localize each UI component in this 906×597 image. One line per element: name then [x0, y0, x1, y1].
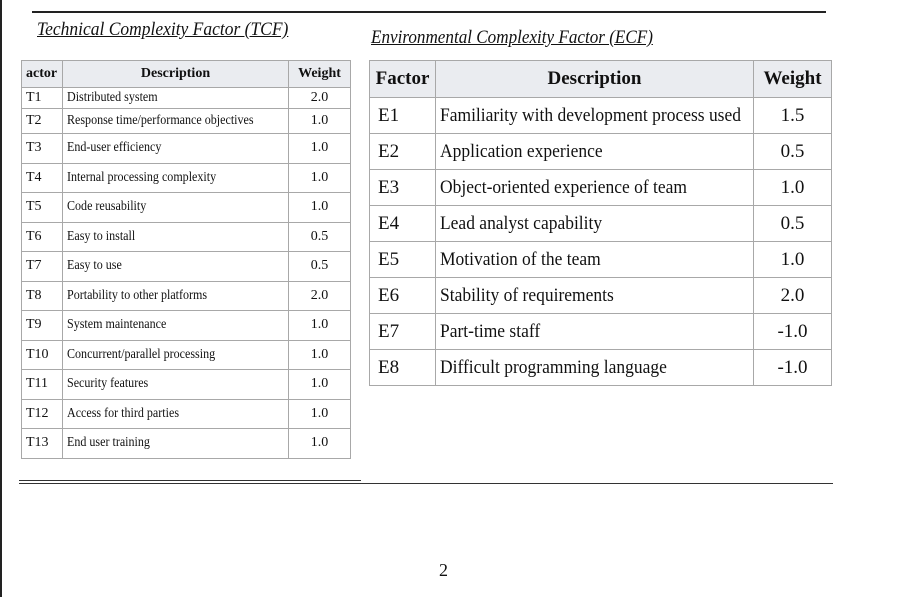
- ecf-title: Environmental Complexity Factor (ECF): [371, 27, 653, 48]
- ecf-id-text: E8: [378, 356, 400, 378]
- tcf-desc-text: Easy to install: [67, 228, 136, 244]
- tcf-cell-weight: [289, 340, 351, 370]
- ecf-weight-text: 0.5: [780, 212, 805, 234]
- ecf-id-text: E1: [378, 104, 400, 126]
- tcf-cell-weight: [289, 222, 351, 252]
- tcf-desc-text: Distributed system: [67, 90, 158, 105]
- ecf-cell-desc: [436, 242, 754, 278]
- tcf-row: [22, 222, 351, 252]
- tcf-id-text: T7: [26, 258, 42, 274]
- tcf-id-text: T11: [26, 376, 49, 392]
- ecf-desc-text: Motivation of the team: [440, 248, 601, 270]
- tcf-cell-id: [22, 222, 63, 252]
- tcf-row: [22, 252, 351, 282]
- ecf-cell-desc: [436, 278, 754, 314]
- tcf-id-text: T6: [26, 228, 42, 244]
- ecf-cell-desc: [436, 134, 754, 170]
- ecf-row: [370, 134, 832, 170]
- tcf-desc-text: Easy to use: [67, 258, 122, 274]
- tcf-header-weight: Weight: [289, 61, 351, 88]
- tcf-desc-text: Access for third parties: [67, 405, 180, 421]
- ecf-weight-text: 1.0: [780, 248, 805, 270]
- tcf-id-text: T4: [26, 169, 42, 185]
- tcf-cell-id: [22, 311, 63, 341]
- tcf-weight-text: 1.0: [310, 140, 329, 156]
- tcf-cell-id: [22, 281, 63, 311]
- tcf-id-text: T5: [26, 199, 42, 215]
- ecf-row: [370, 98, 832, 134]
- tcf-cell-desc: [63, 429, 289, 459]
- ecf-weight-text: -1.0: [777, 320, 808, 342]
- tcf-cell-id: [22, 340, 63, 370]
- tcf-row: [22, 429, 351, 459]
- tcf-cell-id: [22, 370, 63, 400]
- ecf-header-factor: Factor: [370, 61, 436, 98]
- tcf-id-text: T3: [26, 140, 42, 156]
- tcf-cell-id: [22, 109, 63, 134]
- tcf-cell-id: [22, 399, 63, 429]
- tcf-cell-desc: [63, 163, 289, 193]
- tcf-cell-desc: [63, 399, 289, 429]
- ecf-cell-id: [370, 98, 436, 134]
- tcf-desc-text: End-user efficiency: [67, 140, 162, 156]
- tcf-cell-desc: [63, 252, 289, 282]
- ecf-cell-id: [370, 314, 436, 350]
- tcf-desc-text: Concurrent/parallel processing: [67, 346, 216, 362]
- ecf-row: [370, 206, 832, 242]
- ecf-row: [370, 242, 832, 278]
- tcf-weight-text: 2.0: [310, 90, 329, 105]
- ecf-header-description: Description: [436, 61, 754, 98]
- ecf-row: [370, 170, 832, 206]
- tcf-weight-text: 1.0: [310, 199, 329, 215]
- ecf-cell-weight: [754, 98, 832, 134]
- tcf-row: [22, 311, 351, 341]
- ecf-weight-text: 2.0: [780, 284, 805, 306]
- tcf-cell-id: [22, 193, 63, 223]
- tcf-row: [22, 399, 351, 429]
- tcf-cell-id: [22, 252, 63, 282]
- ecf-cell-weight: [754, 314, 832, 350]
- bottom-rule-short: [19, 480, 361, 481]
- ecf-id-text: E5: [378, 248, 400, 270]
- ecf-cell-id: [370, 278, 436, 314]
- ecf-desc-text: Familiarity with development process used: [440, 104, 741, 126]
- ecf-desc-text: Object-oriented experience of team: [440, 176, 688, 198]
- ecf-cell-weight: [754, 350, 832, 386]
- ecf-cell-weight: [754, 206, 832, 242]
- ecf-cell-desc: [436, 314, 754, 350]
- tcf-weight-text: 1.0: [310, 113, 329, 128]
- tcf-desc-text: Response time/performance objectives: [67, 113, 254, 128]
- ecf-cell-id: [370, 134, 436, 170]
- page-number: 2: [439, 560, 448, 580]
- ecf-cell-desc: [436, 98, 754, 134]
- tcf-cell-weight: [289, 399, 351, 429]
- tcf-weight-text: 0.5: [310, 258, 329, 274]
- tcf-cell-weight: [289, 429, 351, 459]
- tcf-row: [22, 109, 351, 134]
- ecf-id-text: E7: [378, 320, 400, 342]
- tcf-row: [22, 281, 351, 311]
- bottom-rule-long: [19, 483, 833, 484]
- ecf-row: [370, 350, 832, 386]
- left-margin-rule: [0, 0, 2, 597]
- tcf-cell-weight: [289, 109, 351, 134]
- tcf-cell-desc: [63, 281, 289, 311]
- ecf-desc-text: Stability of requirements: [440, 284, 614, 306]
- tcf-cell-id: [22, 429, 63, 459]
- ecf-cell-desc: [436, 350, 754, 386]
- tcf-row: [22, 193, 351, 223]
- tcf-desc-text: End user training: [67, 435, 150, 451]
- tcf-id-text: T9: [26, 317, 42, 333]
- tcf-cell-weight: [289, 193, 351, 223]
- tcf-cell-weight: [289, 88, 351, 109]
- tcf-cell-desc: [63, 109, 289, 134]
- tcf-id-text: T12: [26, 405, 49, 421]
- tcf-header-factor: actor: [22, 61, 63, 88]
- ecf-cell-weight: [754, 278, 832, 314]
- tcf-cell-desc: [63, 340, 289, 370]
- ecf-cell-id: [370, 350, 436, 386]
- ecf-cell-weight: [754, 134, 832, 170]
- ecf-desc-text: Part-time staff: [440, 320, 541, 342]
- tcf-cell-id: [22, 134, 63, 164]
- ecf-weight-text: 1.5: [780, 104, 805, 126]
- tcf-desc-text: Code reusability: [67, 199, 147, 215]
- ecf-row: [370, 314, 832, 350]
- ecf-weight-text: 0.5: [780, 140, 805, 162]
- tcf-weight-text: 1.0: [310, 346, 329, 362]
- tcf-cell-weight: [289, 281, 351, 311]
- ecf-id-text: E6: [378, 284, 400, 306]
- ecf-cell-id: [370, 170, 436, 206]
- ecf-cell-id: [370, 206, 436, 242]
- tcf-id-text: T2: [26, 113, 42, 128]
- ecf-header-weight: Weight: [754, 61, 832, 98]
- ecf-table: [369, 60, 832, 386]
- tcf-header-row: [22, 61, 351, 88]
- tcf-cell-desc: [63, 222, 289, 252]
- tcf-desc-text: Internal processing complexity: [67, 169, 217, 185]
- top-rule: [32, 11, 826, 13]
- tcf-row: [22, 163, 351, 193]
- ecf-cell-desc: [436, 206, 754, 242]
- tcf-weight-text: 1.0: [310, 169, 329, 185]
- tcf-cell-id: [22, 88, 63, 109]
- tcf-row: [22, 340, 351, 370]
- ecf-cell-weight: [754, 242, 832, 278]
- ecf-desc-text: Difficult programming language: [440, 356, 667, 378]
- tcf-row: [22, 134, 351, 164]
- tcf-weight-text: 1.0: [310, 376, 329, 392]
- ecf-row: [370, 278, 832, 314]
- tcf-table: [21, 60, 351, 459]
- ecf-cell-weight: [754, 170, 832, 206]
- tcf-cell-desc: [63, 88, 289, 109]
- tcf-weight-text: 1.0: [310, 405, 329, 421]
- ecf-header-row: [370, 61, 832, 98]
- tcf-cell-id: [22, 163, 63, 193]
- ecf-cell-id: [370, 242, 436, 278]
- tcf-weight-text: 1.0: [310, 435, 329, 451]
- tcf-cell-weight: [289, 370, 351, 400]
- tcf-weight-text: 1.0: [310, 317, 329, 333]
- ecf-desc-text: Application experience: [440, 140, 603, 162]
- tcf-desc-text: System maintenance: [67, 317, 167, 333]
- ecf-cell-desc: [436, 170, 754, 206]
- tcf-header-description: Description: [63, 61, 289, 88]
- tcf-cell-weight: [289, 311, 351, 341]
- tcf-title: Technical Complexity Factor (TCF): [37, 19, 289, 40]
- tcf-cell-weight: [289, 252, 351, 282]
- tcf-row: [22, 370, 351, 400]
- ecf-desc-text: Lead analyst capability: [440, 212, 603, 234]
- ecf-weight-text: -1.0: [777, 356, 808, 378]
- tcf-desc-text: Portability to other platforms: [67, 287, 208, 303]
- ecf-id-text: E4: [378, 212, 400, 234]
- tcf-id-text: T10: [26, 346, 49, 362]
- tcf-cell-desc: [63, 134, 289, 164]
- tcf-id-text: T8: [26, 287, 42, 303]
- tcf-cell-desc: [63, 370, 289, 400]
- tcf-weight-text: 0.5: [310, 228, 329, 244]
- tcf-id-text: T1: [26, 90, 42, 105]
- tcf-cell-desc: [63, 193, 289, 223]
- tcf-cell-weight: [289, 163, 351, 193]
- tcf-desc-text: Security features: [67, 376, 149, 392]
- ecf-id-text: E2: [378, 140, 400, 162]
- tcf-row: [22, 88, 351, 109]
- tcf-id-text: T13: [26, 435, 49, 451]
- tcf-cell-desc: [63, 311, 289, 341]
- tcf-cell-weight: [289, 134, 351, 164]
- ecf-id-text: E3: [378, 176, 400, 198]
- tcf-weight-text: 2.0: [310, 287, 329, 303]
- ecf-weight-text: 1.0: [780, 176, 805, 198]
